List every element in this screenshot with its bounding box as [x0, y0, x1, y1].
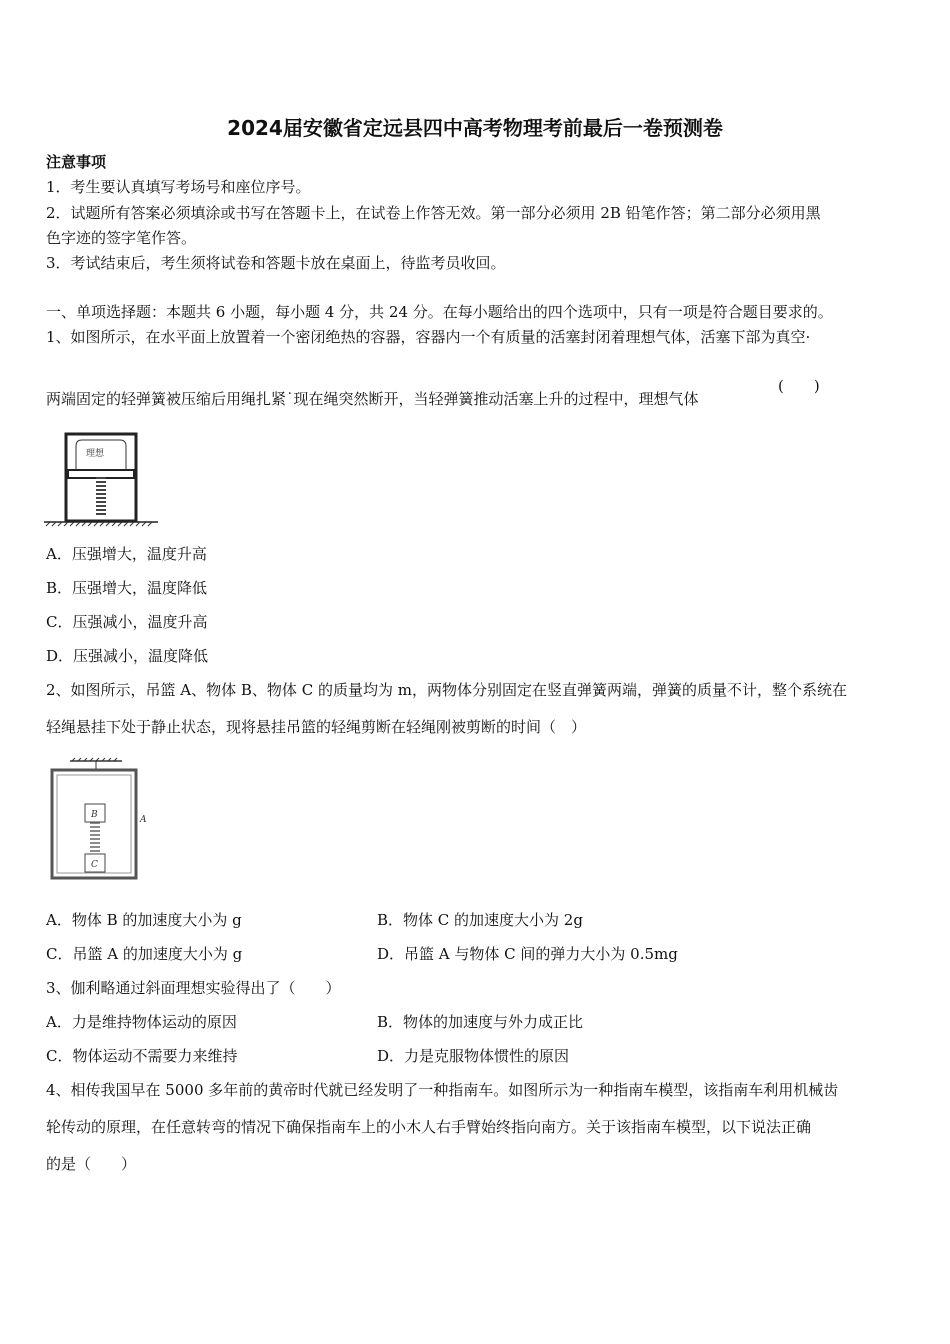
notice-item-3: 3．考试结束后，考生须将试卷和答题卡放在桌面上，待监考员收回。 [46, 254, 506, 272]
question-4-line-1: 4、相传我国早在 5000 多年前的黄帝时代就已经发明了一种指南车。如图所示为一种指南车模型，该指南车利用机械齿 [46, 1081, 839, 1099]
question-1-option-c: C．压强减小，温度升高 [46, 613, 208, 631]
question-3-option-b: B．物体的加速度与外力成正比 [377, 1013, 584, 1031]
spring [90, 823, 100, 851]
question-1-answer-paren: ( ) [778, 377, 820, 395]
question-1-line-2: 两端固定的轻弹簧被压缩后用绳扎紧˙现在绳突然断开，当轻弹簧推动活塞上升的过程中，理想气体 [46, 390, 699, 408]
question-1-container-figure [44, 432, 162, 528]
section-1-heading: 一、单项选择题：本题共 6 小题，每小题 4 分，共 24 分。在每小题给出的四个选项中，只有一项是符合题目要求的。 [46, 303, 833, 321]
question-1-line-1: 1、如图所示，在水平面上放置着一个密闭绝热的容器，容器内一个有质量的活塞封闭着理想气体，活塞下部为真空· [46, 328, 811, 346]
question-4-line-2: 轮传动的原理，在任意转弯的情况下确保指南车上的小木人右手臂始终指向南方。关于该指南车模型，以下说法正确 [46, 1118, 812, 1136]
question-2-option-c: C．吊篮 A 的加速度大小为 g [46, 945, 243, 963]
question-1-option-b: B．压强增大，温度降低 [46, 579, 208, 597]
question-3-option-c: C．物体运动不需要力来维持 [46, 1047, 238, 1065]
question-1-option-a: A．压强增大，温度升高 [46, 545, 207, 563]
question-3-stem: 3、伽利略通过斜面理想实验得出了（ ） [46, 979, 341, 997]
compressed-spring [96, 478, 106, 514]
notice-heading: 注意事项 [46, 153, 107, 171]
label-c: C [91, 860, 98, 870]
notice-item-2-line-2: 色字迹的签字笔作答。 [46, 229, 197, 247]
question-2-option-b: B．物体 C 的加速度大小为 2g [377, 911, 583, 929]
question-4-line-3: 的是（ ） [46, 1155, 137, 1173]
question-2-line-2: 轻绳悬挂下处于静止状态，现将悬挂吊篮的轻绳剪断在轻绳刚被剪断的时间（ ） [46, 718, 587, 736]
notice-item-1: 1．考生要认真填写考场号和座位序号。 [46, 178, 311, 196]
gas-label: 理想 [86, 449, 105, 459]
question-1-option-d: D．压强减小，温度降低 [46, 647, 209, 665]
notice-item-2-line-1: 2．试题所有答案必须填涂或书写在答题卡上，在试卷上作答无效。第一部分必须用 2B 铅笔作答；第二部分必须用黑 [46, 204, 821, 222]
question-2-line-1: 2、如图所示，吊篮 A、物体 B、物体 C 的质量均为 m，两物体分别固定在竖直弹簧两端，弹簧的质量不计，整个系统在 [46, 681, 847, 699]
document-title: 2024届安徽省定远县四中高考物理考前最后一卷预测卷 [227, 116, 723, 140]
question-3-option-a: A．力是维持物体运动的原因 [46, 1013, 237, 1031]
question-3-option-d: D．力是克服物体惯性的原因 [377, 1047, 570, 1065]
question-2-option-d: D．吊篮 A 与物体 C 间的弹力大小为 0.5mg [377, 945, 678, 963]
question-2-option-a: A．物体 B 的加速度大小为 g [46, 911, 242, 929]
label-a: A [140, 815, 147, 825]
label-b: B [91, 810, 98, 820]
piston [68, 470, 134, 478]
question-2-basket-figure [48, 758, 158, 884]
